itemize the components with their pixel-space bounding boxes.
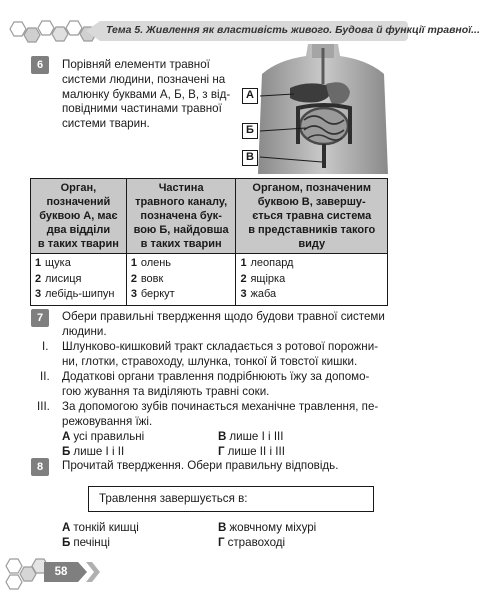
task8-question: Прочитай твердження. Обери правильну відповідь. <box>62 459 339 472</box>
answer-option-v[interactable]: В жовчному міхурі <box>218 521 317 534</box>
task6-question <box>62 58 234 132</box>
page-footer <box>0 557 416 591</box>
torso-digestive-image <box>238 44 390 174</box>
task-number-badge: 8 <box>31 458 49 476</box>
table-header: Частина травного каналу, позначена бук- вою Б, найдовша в таких тварин <box>126 179 236 254</box>
page-number: 58 <box>44 562 78 582</box>
table-row <box>31 254 388 306</box>
label-v: В <box>242 150 258 166</box>
question-line: людини. <box>62 324 107 338</box>
label-a: А <box>242 88 258 104</box>
question-line: системи тварин. <box>62 117 150 131</box>
chevron-right-icon <box>86 562 100 582</box>
task-number-badge: 6 <box>31 56 49 74</box>
answer-option-g[interactable]: Г лише II і III <box>218 445 285 458</box>
question-line: системи людини, позначені на <box>62 72 226 86</box>
statement-box: Травлення завершується в: <box>88 486 374 512</box>
statement-number: I. <box>42 340 49 353</box>
header-bar <box>100 21 480 41</box>
digestive-system-illustration <box>238 44 390 174</box>
question-line: Порівняй елементи травної <box>62 58 210 71</box>
answer-option-a[interactable]: А усі правильні <box>62 430 145 443</box>
table-cell: 1 олень 2 вовк 3 беркут <box>126 254 236 306</box>
answer-option-v[interactable]: В лише I і III <box>218 430 284 443</box>
page-header <box>0 18 480 44</box>
table-cell: 1 щука 2 лисиця 3 лебідь-шипун <box>31 254 127 306</box>
label-b: Б <box>242 123 258 139</box>
answer-option-b[interactable]: Б печінці <box>62 536 110 549</box>
comparison-table <box>30 178 388 306</box>
answer-option-b[interactable]: Б лише I і II <box>62 445 125 458</box>
statement-number: III. <box>37 400 50 413</box>
table-header: Органом, позначеним буквою В, завершу- ється травна система в представників такого виду <box>236 179 388 254</box>
statement-number: II. <box>40 370 50 383</box>
statement-text: Шлунково-кишковий тракт складається з ротової порожни- ни, глотки, стравоходу, шлунка, тонкої й товстої кишки. <box>62 340 379 368</box>
table-header: Орган, позначений буквою А, має два відділи в таких тварин <box>31 179 127 254</box>
table-header-row <box>31 179 388 254</box>
question-line: повідними частинами травної <box>62 102 222 116</box>
hexagon-decoration-icon <box>4 557 48 591</box>
statement-text: За допомогою зубів починається механічне травлення, пе- режовування їжі. <box>62 400 379 428</box>
statement-text: Додаткові органи травлення подрібнюють їжу за допомо- гою жування та виділяють травні соки. <box>62 370 370 398</box>
question-line: малюнку буквами А, Б, В, з від- <box>62 87 231 101</box>
task7-question <box>62 310 392 340</box>
topic-title: Тема 5. Живлення як властивість живого. Будова й функції травної... <box>106 24 480 36</box>
task-number-badge: 7 <box>31 309 49 327</box>
table-cell: 1 леопард 2 ящірка 3 жаба <box>236 254 388 306</box>
question-line: Обери правильні твердження щодо будови травної системи <box>62 310 385 323</box>
answer-option-a[interactable]: А тонкій кишці <box>62 521 139 534</box>
answer-option-g[interactable]: Г стравоході <box>218 536 286 549</box>
